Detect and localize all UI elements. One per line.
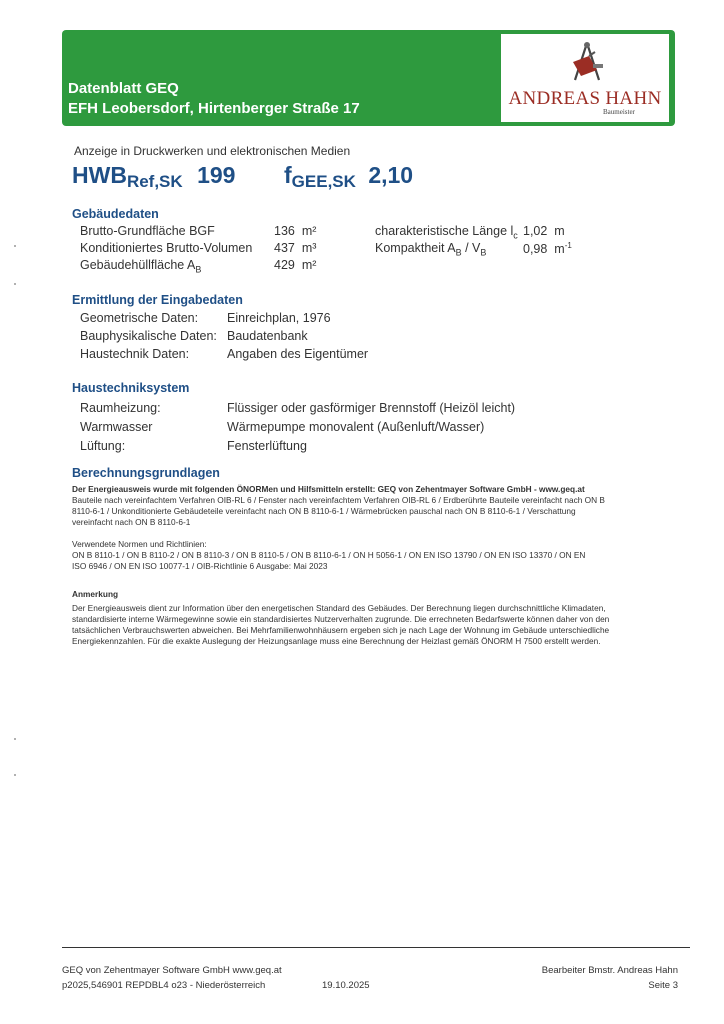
volume-label: Konditioniertes Brutto-Volumen (80, 241, 253, 255)
company-logo (501, 34, 669, 122)
remark-line: Der Energieausweis dient zur Information über den energetischen Standard des Gebäudes. Der Berechnung liegen durchschnittliche Klimadaten, (72, 603, 606, 613)
geometry-value: Einreichplan, 1976 (227, 311, 331, 325)
method-line: 8110-6-1 / Unkonditionierte Gebäudeteile vereinfacht nach ON B 8110-6-1 / Wärmebrücken pauschal nach ON B 8110-6-1 / Verschattung (72, 506, 576, 516)
envelope-value: 429 m² (274, 258, 317, 272)
section-title: Haustechniksystem (72, 381, 190, 395)
hwb-value: 199 (197, 162, 236, 188)
hvac-data-label: Haustechnik Daten: (80, 347, 190, 361)
hwb-indicator (72, 162, 235, 192)
norms-block (72, 539, 692, 572)
footer-editor: Bearbeiter Bmstr. Andreas Hahn (541, 965, 678, 976)
software-statement: Der Energieausweis wurde mit folgenden ÖNORMen und Hilfsmitteln erstellt: GEQ von Zehentmayer Software GmbH - www.geq.at (72, 484, 585, 494)
physics-label: Bauphysikalische Daten: (80, 329, 217, 343)
section-title: Ermittlung der Eingabedaten (72, 293, 243, 307)
remark-line: Energiekennzahlen. Für die exakte Auslegung der Heizungsanlage muss eine Berechnung der Heizlast gemäß ÖNORM H 7500 erstellt werden. (72, 636, 601, 646)
logo-subtitle: Baumeister (603, 108, 635, 116)
heating-label: Raumheizung: (80, 401, 161, 415)
compactness-label: Kompaktheit $A_B / V_B$ (375, 241, 487, 258)
fgee-indicator (284, 162, 413, 192)
footer-software: GEQ von Zehentmayer Software GmbH www.geq.at (62, 965, 282, 976)
margin-mark (14, 738, 16, 740)
volume-value: 437 m³ (274, 241, 317, 255)
ventilation-value: Fensterlüftung (227, 439, 307, 453)
remark-title: Anmerkung (72, 589, 119, 599)
norms-line: ISO 6946 / ON EN ISO 10077-1 / OIB-Richtlinie 6 Ausgabe: Mai 2023 (72, 561, 328, 571)
physics-value: Baudatenbank (227, 329, 308, 343)
header-banner (62, 30, 675, 126)
compass-trowel-icon (567, 40, 607, 84)
footer-page-number: Seite 3 (648, 980, 678, 991)
bgf-value: 136 m² (274, 224, 317, 238)
norms-line: ON B 8110-1 / ON B 8110-2 / ON B 8110-3 / ON B 8110-5 / ON B 8110-6-1 / ON H 5056-1 / ON EN ISO 13790 / ON EN ISO 13370 / ON EN (72, 550, 586, 560)
section-title: Gebäudedaten (72, 207, 159, 221)
hot-water-label: Warmwasser (80, 420, 153, 434)
footer-divider (62, 947, 690, 948)
remark-line: standardisierte interne Wärmegewinne sowie ein standardisiertes Nutzerverhalten zugrunde. Die errechneten Bedarfswerte können daher von den (72, 614, 610, 624)
logo-wordmark: ANDREAS HAHN (508, 88, 662, 109)
ventilation-label: Lüftung: (80, 439, 126, 453)
footer-date: 19.10.2025 (322, 980, 370, 991)
calc-basis-block (72, 484, 692, 528)
char-length-value: 1,02 m (523, 224, 565, 238)
fgee-value: 2,10 (368, 162, 414, 188)
bgf-label: Brutto-Grundfläche BGF (80, 224, 215, 238)
method-line: vereinfacht nach ON B 8110-6-1 (72, 517, 191, 527)
sheet-title: Datenblatt GEQ (68, 80, 179, 97)
fgee-label: f (284, 162, 292, 188)
hwb-label: HWB (72, 162, 127, 188)
remark-line: tatsächlichen Verbrauchswerten abweichen. Bei Mehrfamilienwohnhäusern ergeben sich je nach Lage der Wohnung im Gebäude unterschiedliche (72, 625, 610, 635)
display-note: Anzeige in Druckwerken und elektronischen Medien (74, 144, 351, 158)
geometry-label: Geometrische Daten: (80, 311, 199, 325)
norms-title: Verwendete Normen und Richtlinien: (72, 539, 207, 549)
project-address: EFH Leobersdorf, Hirtenberger Straße 17 (68, 100, 360, 117)
fgee-subscript: GEE,SK (291, 172, 356, 191)
method-line: Bauteile nach vereinfachtem Verfahren OIB-RL 6 / Fenster nach vereinfachtem Verfahren OIB-RL 6 / Erdberührte Bauteile vereinfacht nach ON B (72, 495, 605, 505)
hot-water-value: Wärmepumpe monovalent (Außenluft/Wasser) (227, 420, 485, 434)
envelope-label: Gebäudehüllfläche $A_B$ (80, 258, 202, 275)
margin-mark (14, 774, 16, 776)
section-title: Berechnungsgrundlagen (72, 466, 220, 480)
heating-value: Flüssiger oder gasförmiger Brennstoff (Heizöl leicht) (227, 401, 516, 415)
margin-mark (14, 283, 16, 285)
char-length-label: charakteristische Länge $l_c$ (375, 224, 518, 241)
margin-mark (14, 245, 16, 247)
remark-block (72, 589, 692, 647)
compactness-value: 0,98 $m^{-1}$ (523, 241, 572, 257)
hvac-data-value: Angaben des Eigentümer (227, 347, 369, 361)
hwb-subscript: Ref,SK (126, 172, 183, 191)
footer-reference: p2025,546901 REPDBL4 o23 - Niederösterreich (62, 980, 266, 991)
